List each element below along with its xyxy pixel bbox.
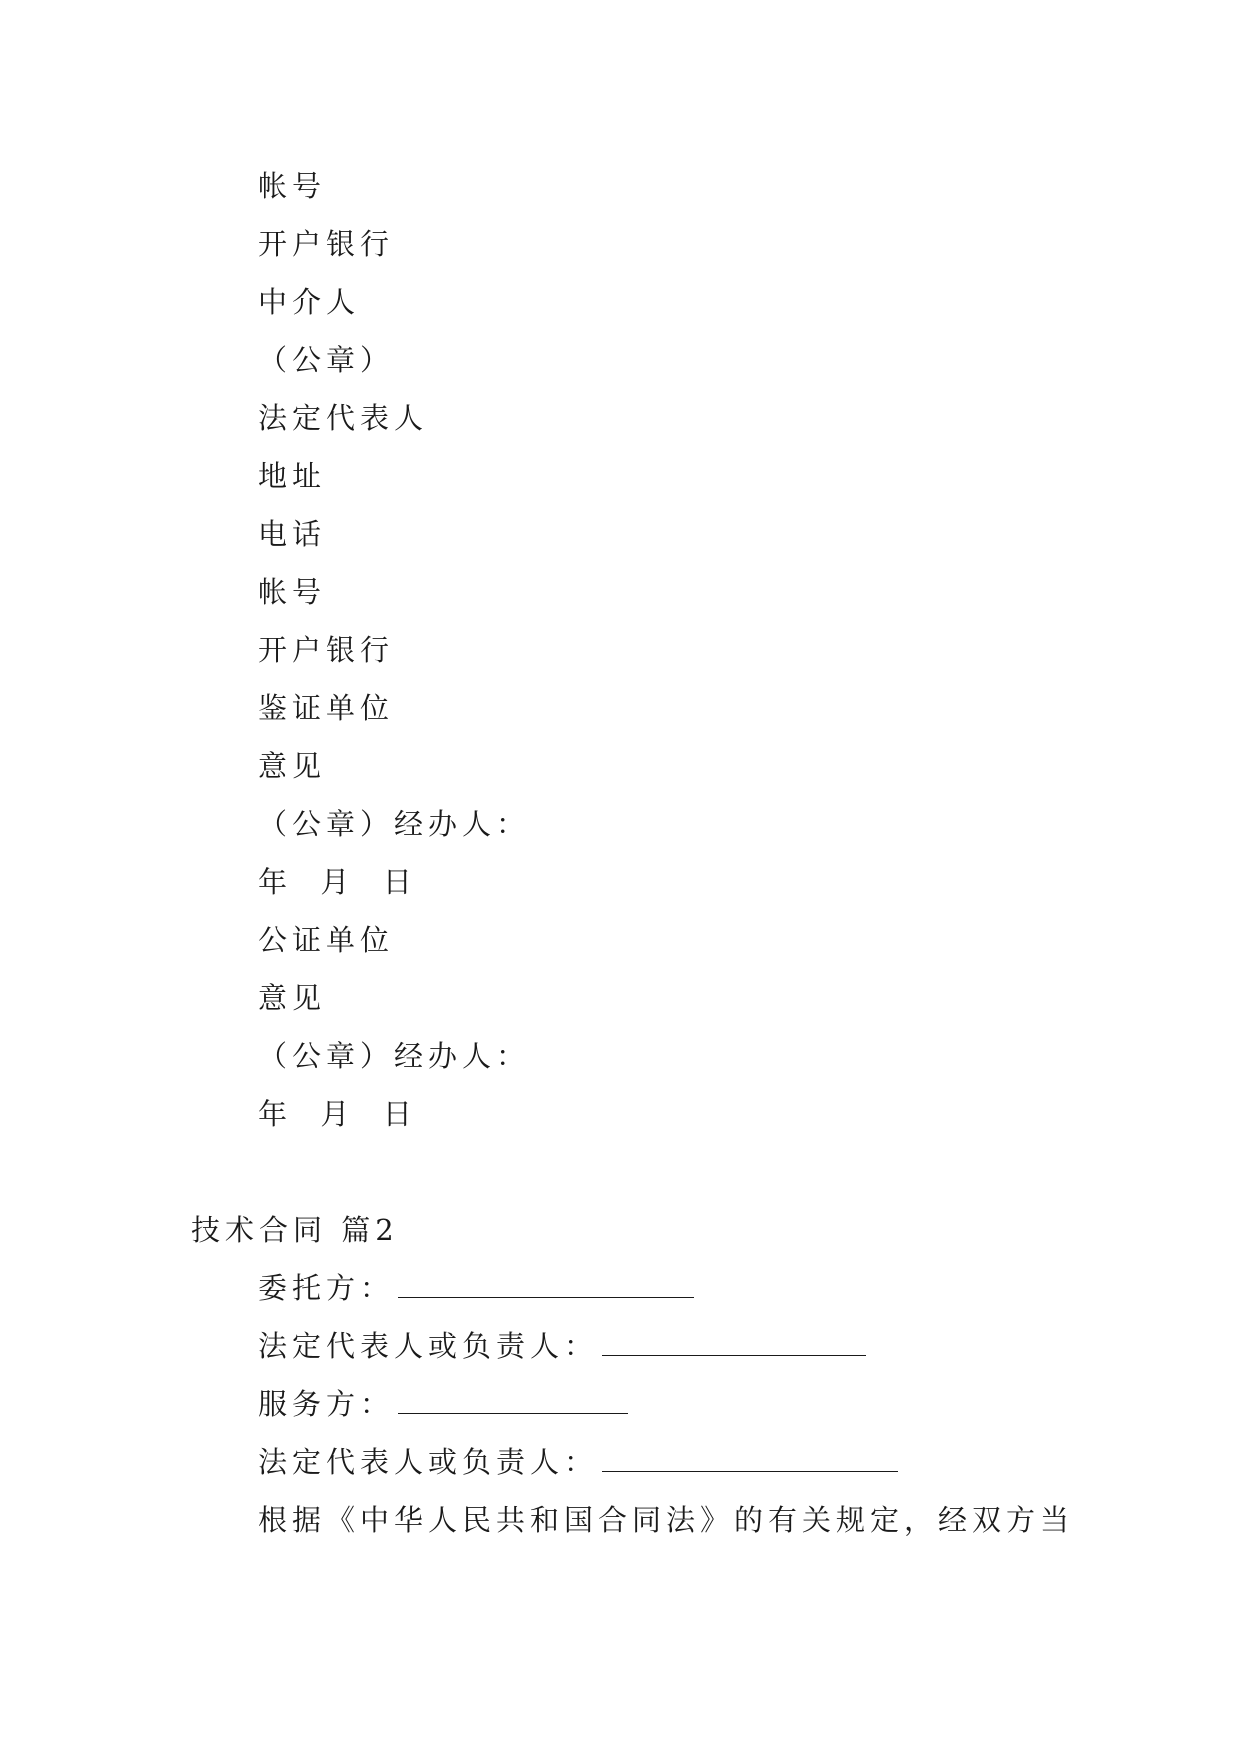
field-provider-legal-rep (258, 1444, 898, 1480)
section-heading: 技术合同 篇2 (191, 1213, 399, 1247)
text-line: 鉴证单位 (258, 691, 395, 725)
text-line: 意见 (258, 749, 327, 783)
field-client-legal-rep (258, 1328, 866, 1364)
text-line: 开户银行 (258, 227, 395, 261)
fill-in-blank[interactable] (398, 1271, 694, 1298)
text-line: 地址 (258, 459, 327, 493)
text-line: 帐号 (258, 575, 327, 609)
field-label: 法定代表人或负责人： (258, 1445, 599, 1479)
field-client (258, 1270, 694, 1306)
text-line: 开户银行 (258, 633, 395, 667)
text-line: （公章）经办人： (258, 1039, 531, 1073)
paragraph-text: 根据《中华人民共和国合同法》的有关规定，经双方当 (258, 1503, 1075, 1537)
text-line: 电话 (258, 517, 327, 551)
text-line: 法定代表人 (258, 401, 429, 435)
text-line: （公章）经办人： (258, 807, 531, 841)
field-label: 服务方： (258, 1387, 395, 1421)
text-line: （公章） (258, 343, 395, 377)
text-line: 公证单位 (258, 923, 395, 957)
fill-in-blank[interactable] (602, 1329, 866, 1356)
fill-in-blank[interactable] (602, 1445, 898, 1472)
text-line: 帐号 (258, 169, 327, 203)
field-service-provider (258, 1386, 628, 1422)
text-line: 意见 (258, 981, 327, 1015)
text-line: 中介人 (258, 285, 361, 319)
date-line: 年 月 日 (258, 865, 417, 899)
date-line: 年 月 日 (258, 1097, 417, 1131)
field-label: 法定代表人或负责人： (258, 1329, 599, 1363)
fill-in-blank[interactable] (398, 1387, 628, 1414)
field-label: 委托方： (258, 1271, 395, 1305)
